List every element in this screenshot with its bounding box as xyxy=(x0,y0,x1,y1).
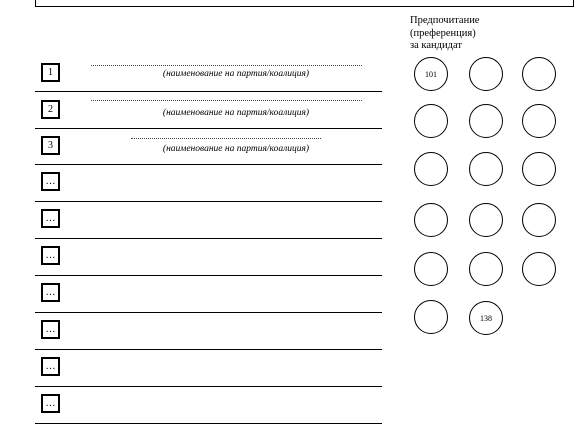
dotted-name-line xyxy=(131,138,321,140)
preference-circle[interactable] xyxy=(469,104,503,138)
preference-header xyxy=(410,15,530,53)
preference-circle[interactable] xyxy=(414,252,448,286)
preference-header-line-2: (преференция) xyxy=(410,27,476,39)
preference-circle[interactable] xyxy=(469,152,503,186)
party-name-placeholder: (наименование на партия/коалиция) xyxy=(162,144,310,154)
preference-header-line-3: за кандидат xyxy=(410,40,462,51)
dotted-name-line xyxy=(91,100,362,102)
row-divider xyxy=(35,423,382,424)
preference-circle[interactable] xyxy=(522,203,556,237)
row-divider xyxy=(35,312,382,313)
party-number-box[interactable]: … xyxy=(41,209,60,228)
preference-circle[interactable] xyxy=(414,104,448,138)
party-number-box[interactable]: … xyxy=(41,394,60,413)
party-number-box[interactable]: 2 xyxy=(41,100,60,119)
row-divider xyxy=(35,164,382,165)
row-divider xyxy=(35,349,382,350)
preference-circle[interactable] xyxy=(522,104,556,138)
row-divider xyxy=(35,275,382,276)
row-divider xyxy=(35,238,382,239)
party-name-placeholder: (наименование на партия/коалиция) xyxy=(162,69,310,79)
preference-circle[interactable] xyxy=(414,300,448,334)
row-divider xyxy=(35,91,382,92)
row-divider xyxy=(35,201,382,202)
dotted-name-line xyxy=(91,65,362,67)
party-number-box[interactable]: … xyxy=(41,357,60,376)
preference-circle[interactable]: 138 xyxy=(469,301,503,335)
row-divider xyxy=(35,128,382,129)
party-number-box[interactable]: … xyxy=(41,246,60,265)
preference-circle[interactable] xyxy=(469,252,503,286)
preference-circle[interactable] xyxy=(522,152,556,186)
preference-circle[interactable] xyxy=(414,203,448,237)
preference-circle[interactable] xyxy=(469,203,503,237)
preference-circle[interactable] xyxy=(522,252,556,286)
preference-circle[interactable] xyxy=(414,152,448,186)
ballot-top-frame xyxy=(35,0,574,7)
preference-circle[interactable] xyxy=(522,57,556,91)
party-number-box[interactable]: 3 xyxy=(41,136,60,155)
party-number-box[interactable]: … xyxy=(41,172,60,191)
party-number-box[interactable]: 1 xyxy=(41,63,60,82)
preference-header-line-1: Предпочитание xyxy=(410,15,480,26)
party-name-placeholder: (наименование на партия/коалиция) xyxy=(162,108,310,118)
row-divider xyxy=(35,386,382,387)
preference-circle[interactable]: 101 xyxy=(414,57,448,91)
preference-circle[interactable] xyxy=(469,57,503,91)
party-number-box[interactable]: … xyxy=(41,283,60,302)
party-number-box[interactable]: … xyxy=(41,320,60,339)
